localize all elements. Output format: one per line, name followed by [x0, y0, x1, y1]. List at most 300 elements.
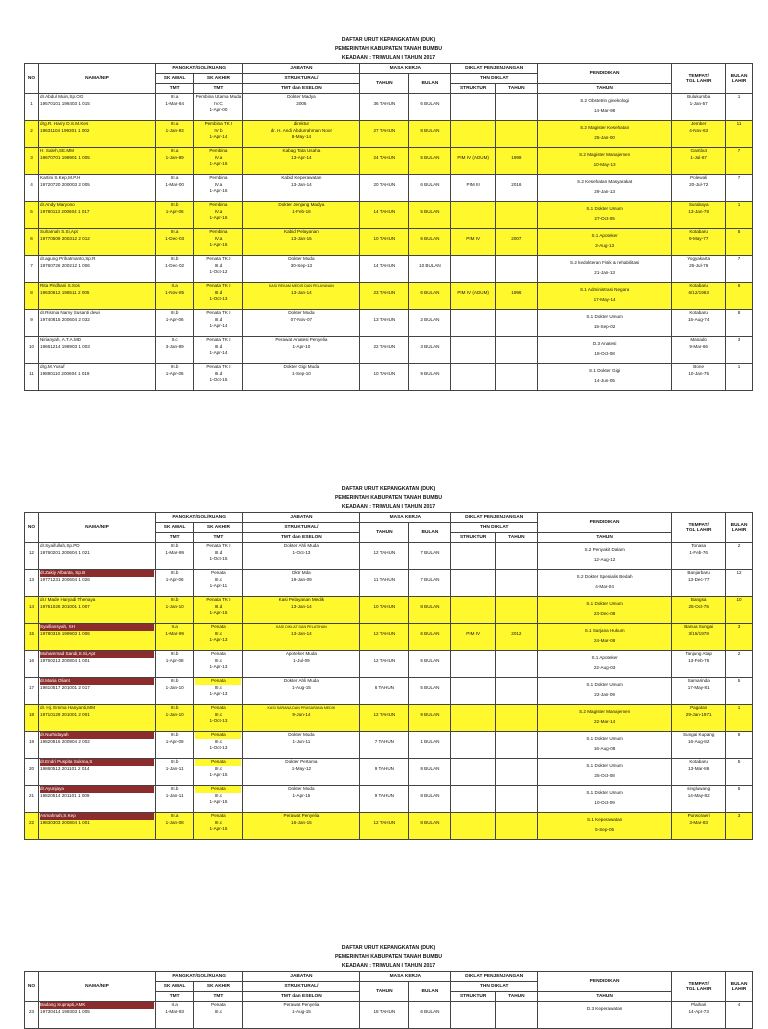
row-dk-struktur-value: [452, 732, 493, 739]
row-ak-1: Pembina: [209, 229, 228, 234]
row-aw-tmt: 1-Jan-93: [165, 127, 184, 133]
row-jab-2: 2006: [296, 100, 307, 106]
row-jabatan: [243, 651, 360, 678]
row-mk-tahun: [360, 175, 409, 202]
row-aw-tmt: 1-Mar-00: [165, 181, 184, 187]
row-tgl: 1-Feb-76: [689, 549, 708, 555]
col-tmt-akhir: TMT: [194, 84, 243, 94]
row-mk-tahun-value: 12 TAHUN: [373, 820, 396, 825]
col-no: NO: [25, 64, 39, 94]
row-dk-tahun: [495, 229, 537, 256]
row-pd-2: [539, 1013, 670, 1016]
row-dk-tahun-value: [497, 543, 536, 550]
row-aw-gol: III.b: [170, 597, 179, 602]
row-tgl: 13-Feb-76: [688, 657, 710, 663]
page-header: [24, 485, 753, 512]
col-diklat: DIKLAT PENJENJANGAN: [451, 64, 537, 74]
row-mk-tahun-value: 6 TAHUN: [374, 685, 394, 690]
row-dk-tahun: [495, 310, 537, 337]
row-pd-1: S.1 Apoteker: [591, 655, 618, 660]
row-ak-2: III.c: [214, 738, 223, 744]
row-dk-tahun: [495, 597, 537, 624]
table-row: [25, 229, 753, 256]
row-no-value: 20: [28, 766, 35, 771]
row-ak-3: 1-Apr-16: [209, 188, 228, 193]
row-jabatan: [243, 597, 360, 624]
col-thn-diklat: THN DIKLAT: [451, 982, 537, 992]
col-mk-bulan: BULAN: [409, 74, 451, 94]
row-aw-gol: III.a: [170, 229, 179, 234]
table-row: [25, 1002, 753, 1029]
col-no: NO: [25, 972, 39, 1002]
row-mk-tahun: [360, 678, 409, 705]
row-sk-awal: [155, 148, 194, 175]
row-dk-tahun: [495, 202, 537, 229]
row-ak-3: 1-Apr-13: [209, 691, 228, 696]
row-mk-bulan-value: 8 BULAN: [420, 604, 440, 609]
row-dk-tahun-value: [497, 786, 536, 793]
row-jabatan: [243, 175, 360, 202]
row-ak-2: III.c: [214, 657, 223, 663]
row-ak-2: III.d: [214, 370, 223, 376]
row-nip: 19820816 200904 2 002: [40, 738, 90, 744]
row-jab-2: 1-May-12: [291, 765, 312, 771]
row-sk-akhir: [194, 283, 243, 310]
row-bulan-lahir: [726, 705, 753, 732]
row-jab-2: 1-Sep-10: [291, 370, 311, 376]
table-row: [25, 121, 753, 148]
col-pendidikan: PENDIDIKAN: [537, 972, 671, 992]
row-nama-nip: [39, 256, 156, 283]
row-nip: 19730414 199303 1 005: [40, 1008, 90, 1014]
row-mk-tahun-value: 11 TAHUN: [373, 577, 396, 582]
row-dk-tahun-value: 1996: [511, 290, 522, 295]
row-dk-tahun-value: 1999: [511, 155, 522, 160]
row-mk-tahun-value: 9 TAHUN: [374, 766, 394, 771]
row-dk-struktur-value: PIM IV (ADUM): [457, 290, 489, 295]
row-bulan-lahir-value: 7: [737, 175, 741, 180]
row-nama-nip: [39, 121, 156, 148]
row-ak-3: 1-Apr-14: [209, 323, 228, 328]
row-dk-struktur: [451, 229, 495, 256]
row-pd-1: S.2 Obstetrin ginekologi: [580, 98, 629, 103]
row-nama-nip: [39, 175, 156, 202]
col-pd-tahun: TAHUN: [537, 84, 671, 94]
row-sk-awal: [155, 202, 194, 229]
row-aw-gol: III.b: [170, 786, 179, 791]
row-ak-1: Penata: [195, 759, 241, 766]
row-no-value: 13: [28, 577, 35, 582]
row-bulan-lahir-value: 10: [736, 597, 742, 602]
row-sk-awal: [155, 94, 194, 121]
col-tmt-awal: TMT: [155, 992, 194, 1002]
row-dk-tahun-value: [497, 202, 536, 209]
row-nama: dr.Nurhidayah: [40, 732, 154, 739]
row-mk-bulan-value: 9 BULAN: [420, 712, 440, 717]
col-tempat-1: TEMPAT/: [688, 73, 709, 79]
row-no-value: 9: [30, 317, 33, 322]
row-jabatan: [243, 570, 360, 597]
row-sk-awal: [155, 813, 194, 840]
row-nip: 19760213 200804 1 001: [40, 657, 90, 663]
row-mk-bulan-value: 6 BULAN: [420, 101, 440, 106]
row-no-value: 5: [30, 209, 33, 214]
row-pd-1: D.3 Anatesi: [592, 341, 617, 346]
row-ak-2: III.d: [214, 549, 223, 555]
row-tempat-tgl: [672, 786, 726, 813]
row-jab-1: Perawat Penyelia: [283, 1002, 320, 1007]
row-tempat-tgl: [672, 678, 726, 705]
duk-table-1: [24, 63, 753, 391]
row-nama-nip: [39, 1002, 156, 1029]
row-aw-tmt: 1-Dec-03: [165, 235, 185, 241]
row-bulan-lahir-value: 5: [737, 229, 741, 234]
row-jabatan: [243, 732, 360, 759]
row-dk-tahun: [495, 624, 537, 651]
row-jab-1: Dokter Muda: [288, 732, 315, 737]
row-tgl: 25-Oct-75: [688, 603, 709, 609]
row-no: [25, 229, 39, 256]
row-aw-gol: III.a: [170, 813, 179, 818]
row-nama: dr.Syaifullah,Sp.PD: [40, 543, 80, 548]
row-tempat: singluwang: [687, 786, 711, 791]
table-row: [25, 202, 753, 229]
col-dk-struktur: STRUKTUR: [451, 533, 495, 543]
row-mk-bulan-value: 5 BULAN: [420, 155, 440, 160]
row-jab-2: 13-Jan-14: [291, 181, 312, 187]
row-pd-1: S.2 Dokter Spesialis Bedah: [576, 574, 633, 579]
row-bulan-lahir: [726, 786, 753, 813]
row-pd-2: 4-Mar-04: [595, 583, 614, 589]
row-dk-struktur-value: [452, 759, 493, 766]
row-sk-akhir: [194, 651, 243, 678]
row-tempat: Kotabaru: [689, 310, 708, 315]
row-ak-2: III.d: [214, 316, 223, 322]
row-pd-2: 14-Jun-05: [594, 377, 615, 383]
row-dk-tahun: [495, 337, 537, 364]
row-aw-gol: III.b: [170, 705, 179, 710]
row-nama: dr.Abdul Muin,Sp.OG: [40, 94, 84, 99]
row-dk-struktur: [451, 175, 495, 202]
row-dk-tahun: [495, 94, 537, 121]
row-aw-gol: III.b: [170, 543, 179, 548]
col-mk-tahun: TAHUN: [360, 74, 409, 94]
row-aw-tmt: 1-Apr-08: [165, 657, 184, 663]
row-pendidikan: [537, 256, 671, 283]
row-nama-nip: [39, 705, 156, 732]
row-nip: 19570101 198403 1 015: [40, 100, 90, 106]
row-dk-struktur: [451, 121, 495, 148]
row-jabatan: [243, 121, 360, 148]
row-pd-2: 3-Aug-13: [595, 242, 615, 248]
row-nip: 19860513 201101 2 014: [40, 765, 90, 771]
row-jab-1: Kabag Tata Usaha: [282, 148, 321, 153]
row-dk-struktur-value: [452, 121, 493, 128]
row-ak-3: 1-Oct-13: [209, 296, 228, 301]
row-nama-nip: [39, 651, 156, 678]
row-no-value: 19: [28, 739, 35, 744]
row-mk-tahun: [360, 705, 409, 732]
row-jab-1: Kasi Pelayanan Medik: [278, 597, 325, 602]
row-dk-struktur: [451, 1002, 495, 1029]
row-mk-tahun-value: 22 TAHUN: [373, 344, 396, 349]
row-no: [25, 813, 39, 840]
row-tgl: 26-Jul-76: [689, 262, 709, 268]
row-ak-1: Penata: [211, 624, 226, 629]
row-pd-2: 21-Jan-13: [594, 269, 615, 275]
row-nip: 19760201 200604 1 021: [40, 549, 90, 555]
row-dk-struktur-value: [452, 705, 493, 712]
row-mk-tahun-value: 12 TAHUN: [373, 658, 396, 663]
row-bulan-lahir: [726, 256, 753, 283]
row-sk-awal: [155, 732, 194, 759]
row-mk-bulan: [409, 121, 451, 148]
row-dk-tahun: [495, 175, 537, 202]
row-tempat-tgl: [672, 597, 726, 624]
row-sk-akhir: [194, 175, 243, 202]
row-aw-gol: II.a: [171, 1002, 178, 1007]
col-pangkat: PANGKAT/GOL/RUANG: [155, 513, 243, 523]
row-pd-2: 12-Aug-12: [593, 556, 616, 562]
row-tempat-tgl: [672, 1002, 726, 1029]
row-bulan-lahir: [726, 543, 753, 570]
row-tempat-tgl: [672, 121, 726, 148]
row-nama-nip: [39, 786, 156, 813]
row-tempat-tgl: [672, 283, 726, 310]
row-aw-gol: III.b: [170, 202, 179, 207]
row-bulan-lahir-value: 7: [737, 148, 741, 153]
row-tempat-tgl: [672, 175, 726, 202]
row-tempat: Bulukumba: [687, 94, 711, 99]
col-bl-2: LAHIR: [731, 78, 747, 84]
col-pendidikan: PENDIDIKAN: [537, 513, 671, 533]
row-bulan-lahir-value: 8: [737, 310, 741, 315]
row-aw-tmt: 1-Apr-06: [165, 576, 184, 582]
row-dk-struktur-value: [452, 597, 493, 604]
row-mk-tahun-value: 20 TAHUN: [373, 182, 396, 187]
row-mk-bulan-value: 5 BULAN: [420, 658, 440, 663]
row-bulan-lahir: [726, 678, 753, 705]
row-aw-tmt: 1-Jan-08: [165, 819, 184, 825]
row-jab-2: 1-Feb-16: [292, 208, 311, 214]
row-ak-1: Penata: [195, 678, 241, 685]
row-jab-1: Dokter Madya: [287, 94, 316, 99]
row-tempat: Yogyakarta: [687, 256, 711, 261]
row-dk-struktur: [451, 283, 495, 310]
row-dk-tahun: [495, 570, 537, 597]
row-dk-struktur-value: PIM IV: [466, 631, 481, 636]
row-mk-bulan: [409, 624, 451, 651]
row-dk-struktur: [451, 678, 495, 705]
row-pendidikan: [537, 732, 671, 759]
row-bulan-lahir-value: 3: [737, 624, 741, 629]
row-tempat-tgl: [672, 705, 726, 732]
row-tempat: Kotabaru: [689, 229, 708, 234]
row-sk-akhir: [194, 786, 243, 813]
row-mk-bulan: [409, 543, 451, 570]
row-dk-struktur: [451, 624, 495, 651]
row-pendidikan: [537, 310, 671, 337]
row-dk-tahun-value: [497, 678, 536, 685]
row-dk-tahun-value: [497, 813, 536, 820]
row-ak-3: 1-Apr-11: [209, 583, 228, 588]
row-dk-struktur: [451, 543, 495, 570]
col-no: NO: [25, 513, 39, 543]
row-pendidikan: [537, 543, 671, 570]
col-pangkat: PANGKAT/GOL/RUANG: [155, 972, 243, 982]
row-pd-2: 22-Aug-03: [593, 664, 616, 670]
row-dk-tahun-value: 2012: [511, 631, 522, 636]
table-row: [25, 148, 753, 175]
row-mk-bulan: [409, 94, 451, 121]
row-dk-tahun: [495, 732, 537, 759]
row-sk-awal: [155, 759, 194, 786]
org-name: PEMERINTAH KABUPATEN TANAH BUMBU: [334, 46, 443, 52]
row-pendidikan: [537, 148, 671, 175]
row-nama-nip: [39, 229, 156, 256]
row-aw-gol: III.b: [170, 732, 179, 737]
row-aw-gol: II.a: [171, 624, 178, 629]
row-sk-awal: [155, 337, 194, 364]
row-mk-tahun: [360, 597, 409, 624]
row-bulan-lahir: [726, 121, 753, 148]
row-ak-3: 1-Oct-13: [209, 745, 228, 750]
table-row: [25, 364, 753, 391]
row-aw-gol: II.a: [171, 283, 178, 288]
row-tgl: 4-Nov-63: [689, 127, 709, 133]
row-pd-1: S.2 Kesehatan Masyarakat: [577, 179, 633, 184]
row-mk-tahun: [360, 283, 409, 310]
row-tempat: Sungai Kupang: [682, 732, 715, 737]
row-no-value: 8: [30, 290, 33, 295]
row-bulan-lahir: [726, 759, 753, 786]
row-ak-2: III.c: [214, 765, 223, 771]
row-ak-2: IV.C: [214, 100, 223, 106]
row-ak-3: 1-Apr-16: [209, 161, 228, 166]
row-nip: 19751025 201001 1 007: [40, 603, 90, 609]
row-no: [25, 624, 39, 651]
row-bulan-lahir-value: 11: [736, 121, 742, 126]
row-tempat: Surabaya: [688, 202, 709, 207]
table-row: [25, 678, 753, 705]
row-mk-bulan-value: 9 BULAN: [420, 371, 440, 376]
row-nama-nip: [39, 570, 156, 597]
row-jab-1: Dokter Muda: [288, 310, 315, 315]
row-no-value: 22: [28, 820, 35, 825]
col-dk-struktur: STRUKTUR: [451, 84, 495, 94]
row-mk-tahun-value: 36 TAHUN: [373, 101, 396, 106]
row-ak-1: Penata: [211, 651, 226, 656]
row-ak-2: IV b: [214, 127, 223, 133]
row-mk-bulan-value: 6 BULAN: [420, 236, 440, 241]
row-nama: Asmahnah,S.Kep: [40, 813, 154, 820]
row-ak-1: Penata TK I: [206, 543, 231, 548]
row-bulan-lahir: [726, 732, 753, 759]
col-dk-tahun: TAHUN: [495, 992, 537, 1002]
row-tempat: Banua Sungai: [684, 624, 714, 629]
row-nip: 19890110 200604 1 019: [40, 370, 90, 376]
row-jabatan: [243, 310, 360, 337]
col-nama-nip: NAMA/NIP: [39, 972, 156, 1002]
row-ak-1: Pembina TK I: [204, 121, 233, 126]
row-dk-tahun-value: [497, 256, 536, 263]
row-bulan-lahir-value: 5: [737, 678, 741, 683]
row-ak-1: Penata TK I: [206, 283, 231, 288]
row-nip: 19740815 200604 2 032: [40, 316, 90, 322]
row-nama: Rita Pirdhani S.Sos: [40, 283, 154, 290]
row-bulan-lahir-value: 5: [737, 759, 741, 764]
row-mk-bulan-value: 6 BULAN: [420, 631, 440, 636]
duk-page-2: [24, 485, 753, 840]
row-no-value: 12: [28, 550, 35, 555]
row-mk-bulan-value: 6 BULAN: [420, 290, 440, 295]
row-sk-awal: [155, 256, 194, 283]
row-jab-2: 16-Jan-15: [291, 819, 312, 825]
col-tempat-1: TEMPAT/: [688, 522, 709, 528]
row-dk-struktur-value: [452, 678, 493, 685]
row-dk-struktur: [451, 148, 495, 175]
row-tempat-tgl: [672, 624, 726, 651]
row-mk-bulan: [409, 175, 451, 202]
row-tgl: 13-Dec-77: [687, 576, 710, 582]
row-jab-1: Dokter Muda: [288, 786, 315, 791]
row-dk-struktur-value: [452, 1002, 493, 1009]
row-pd-2: 18-Oct-08: [594, 350, 615, 356]
row-pd-2: 5-Sep-05: [595, 826, 615, 832]
doc-title: DAFTAR URUT KEPANGKATAN (DUK): [341, 37, 436, 43]
table-row: [25, 759, 753, 786]
row-nama-nip: [39, 759, 156, 786]
row-pendidikan: [537, 651, 671, 678]
row-pd-1: S.2 kedokteran Fisik & rehabilitasi: [570, 260, 640, 265]
row-no-value: 21: [28, 793, 35, 798]
row-jabatan: [243, 337, 360, 364]
col-masa-kerja: MASA KERJA: [360, 972, 451, 982]
row-ak-2: III.c: [214, 576, 223, 582]
row-dk-struktur: [451, 732, 495, 759]
row-aw-gol: III.b: [170, 364, 179, 369]
row-dk-struktur: [451, 705, 495, 732]
row-bulan-lahir-value: 6: [737, 283, 741, 288]
row-mk-tahun-value: 10 TAHUN: [373, 371, 396, 376]
row-mk-bulan-value: 6 BULAN: [420, 182, 440, 187]
row-nip: 19661214 198903 1 003: [40, 343, 90, 349]
row-aw-tmt: 1-Jan-10: [165, 711, 184, 717]
row-dk-struktur-value: [452, 337, 493, 344]
row-mk-tahun: [360, 759, 409, 786]
row-nip: 19780113 200604 1 017: [40, 208, 90, 214]
row-pd-1: S.1 Apoteker: [591, 233, 618, 238]
row-dk-tahun-value: [497, 337, 536, 344]
row-pendidikan: [537, 1002, 671, 1029]
row-mk-tahun: [360, 256, 409, 283]
row-jabatan: [243, 148, 360, 175]
row-mk-tahun: [360, 148, 409, 175]
col-pd-tahun: TAHUN: [537, 533, 671, 543]
row-pd-2: 22-Mar-14: [594, 718, 616, 724]
row-nip: 19780315 199903 1 006: [40, 630, 90, 636]
row-bulan-lahir-value: 2: [737, 543, 741, 548]
row-tempat-tgl: [672, 570, 726, 597]
row-pd-1: S.1 Dokter Umum: [586, 682, 623, 687]
row-jab-2: 1-Jul-09: [293, 657, 310, 663]
row-dk-tahun-value: [497, 732, 536, 739]
row-jab-1: Dokter Gigi Muda: [283, 364, 320, 369]
col-tmt-akhir: TMT: [194, 533, 243, 543]
row-jabatan: [243, 1002, 360, 1029]
duk-table-3: [24, 971, 753, 1029]
col-nama-nip: NAMA/NIP: [39, 513, 156, 543]
